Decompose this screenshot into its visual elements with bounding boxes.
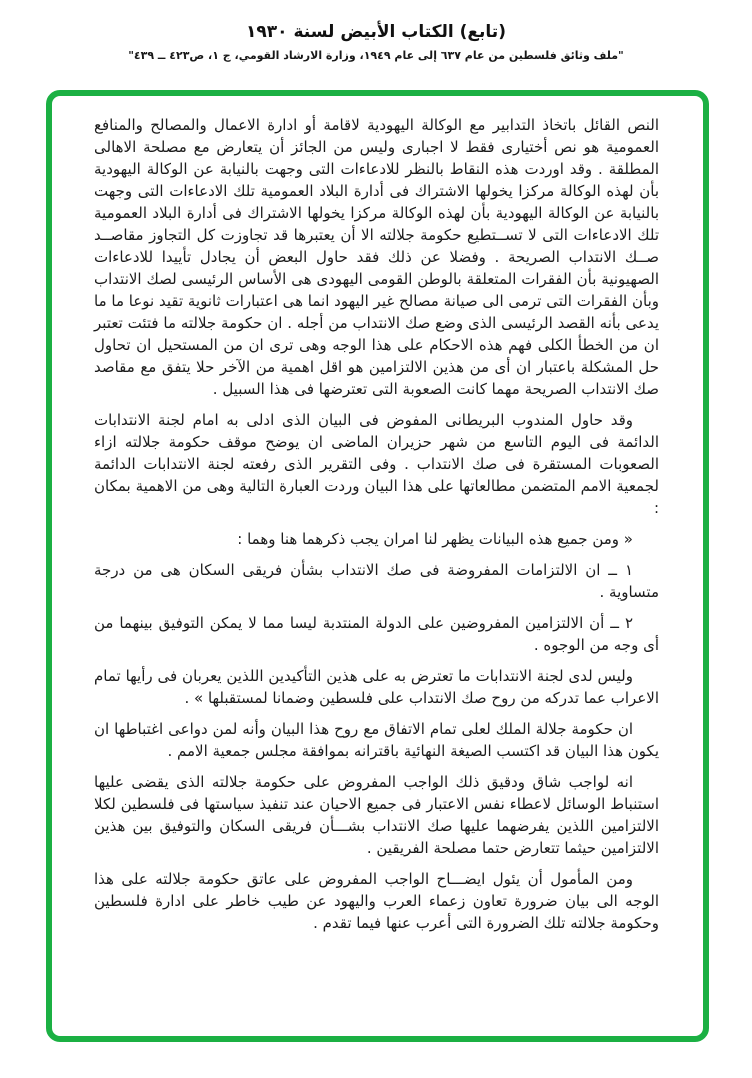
page-subtitle: "ملف وثائق فلسطين من عام ٦٣٧ إلى عام ١٩٤٩، وزارة الارشاد القومي، ج ١، ص٤٢٣ ــ ٤٣٩" (128, 49, 624, 62)
page-title: (تابع) الكتاب الأبيض لسنة ١٩٣٠ (246, 22, 506, 42)
paragraph: النص القائل باتخاذ التدابير مع الوكالة اليهودية لاقامة أو ادارة الاعمال والمصالح والمنافع العمومية هو نص أختيارى فقط لا اجبارى وليس من الجائز أن يتعارض مع مصلحة الاهالى المطلقة . وقد اوردت هذه النقاط بالنظر للادعاءات التى وجهت بالنيابة عن الوكالة اليهودية بأن لهذه الوكالة مركزا يخولها الاشتراك فى أدارة البلاد العمومية تلك الادعاءات التى وجهت بالنيابة عن الوكالة اليهودية بأن لهذه الوكالة مركزا يخولها الاشتراك فى أدارة البلاد العمومية تلك الادعاءات التى لا تســتطيع حكومة جلالته الا أن يعتبرها قد تجاوزت كل التجاوز مقاصــد صــك الانتداب الصريحة . وفضلا عن ذلك فقد حاول البعض أن يجادل تأييدا للادعاءات الصهيونية بأن الفقرات المتعلقة بالوطن القومى اليهودى هى الأساس الرئيسى لصك الانتداب وبأن الفقرات التى ترمى الى صيانة مصالح غير اليهود انما هى اعتبارات ثانوية تقيد نوعا ما ما يدعى بأنه القصد الرئيسى الذى وضع صك الانتداب من أجله . ان حكومة جلالته ما فتئت تعتبر ان من الخطأ الكلى فهم هذه الاحكام على هذا الوجه وهى ترى ان من المستحيل ان تحاول حل المشكلة باعتبار ان أى من هذين الالتزامين هو اقل اهمية من الآخر حلا يتفق مع مقاصد صك الانتداب الصريحة مهما كانت الصعوبة التى تعترضها فى هذا السبيل . (94, 116, 659, 398)
paragraph: « ومن جميع هذه البيانات يظهر لنا امران يجب ذكرهما هنا وهما : (237, 530, 633, 548)
page-header (0, 0, 752, 62)
paragraph: ومن المأمول أن يئول ايضـــاح الواجب المفروض على عاتق حكومة جلالته على هذا الوجه الى بيان ضرورة تعاون زعماء العرب واليهود عن طيب خاطر على ادارة فلسطين وحكومة جلالته تلك الضرورة التى أعرب عنها فيما تقدم . (94, 870, 659, 932)
paragraph: ١ ــ ان الالتزامات المفروضة فى صك الانتداب بشأن فريقى السكان هى من درجة متساوية . (94, 561, 659, 601)
paragraph: وليس لدى لجنة الانتدابات ما تعترض به على هذين التأكيدين اللذين يعربان فى رأيها تمام الاعراب عما تدركه من روح صك الانتداب على فلسطين وضمانا لمستقبلها » . (94, 667, 659, 707)
paragraph: ان حكومة جلالة الملك لعلى تمام الاتفاق مع روح هذا البيان وأنه لمن دواعى اغتباطها ان يكون هذا البيان قد اكتسب الصيغة النهائية باقترانه بموافقة مجلس جمعية الامم . (94, 720, 659, 760)
paragraph: وقد حاول المندوب البريطانى المفوض فى البيان الذى ادلى به امام لجنة الانتدابات الدائمة فى اليوم التاسع من شهر حزيران الماضى ان يوضح موقف حكومة جلالته ازاء الصعوبات المستقرة فى صك الانتداب . وفى التقرير الذى رفعته لجنة الانتدابات الدائمة لجمعية الامم المتضمن مطالعاتها على هذا البيان وردت العبارة التالية وهى من الاهمية بمكان : (94, 411, 659, 517)
paragraph: انه لواجب شاق ودقيق ذلك الواجب المفروض على حكومة جلالته الذى يقضى عليها استنباط الوسائل لاعطاء نفس الاعتبار فى جميع الاحيان عند تنفيذ سياستها فى فلسطين لكلا الالتزامين اللذين يفرضهما عليها صك الانتداب بشـــأن فريقى السكان والتوفيق بين هذين الالتزامين حيثما تتعارض حتما مصلحة الفريقين . (94, 773, 659, 857)
paragraph: ٢ ــ أن الالتزامين المفروضين على الدولة المنتدبة ليسا مما لا يمكن التوفيق بينهما من أى وجه من الوجوه . (94, 614, 659, 654)
document-body (52, 96, 703, 934)
highlight-border-box (46, 90, 709, 1042)
